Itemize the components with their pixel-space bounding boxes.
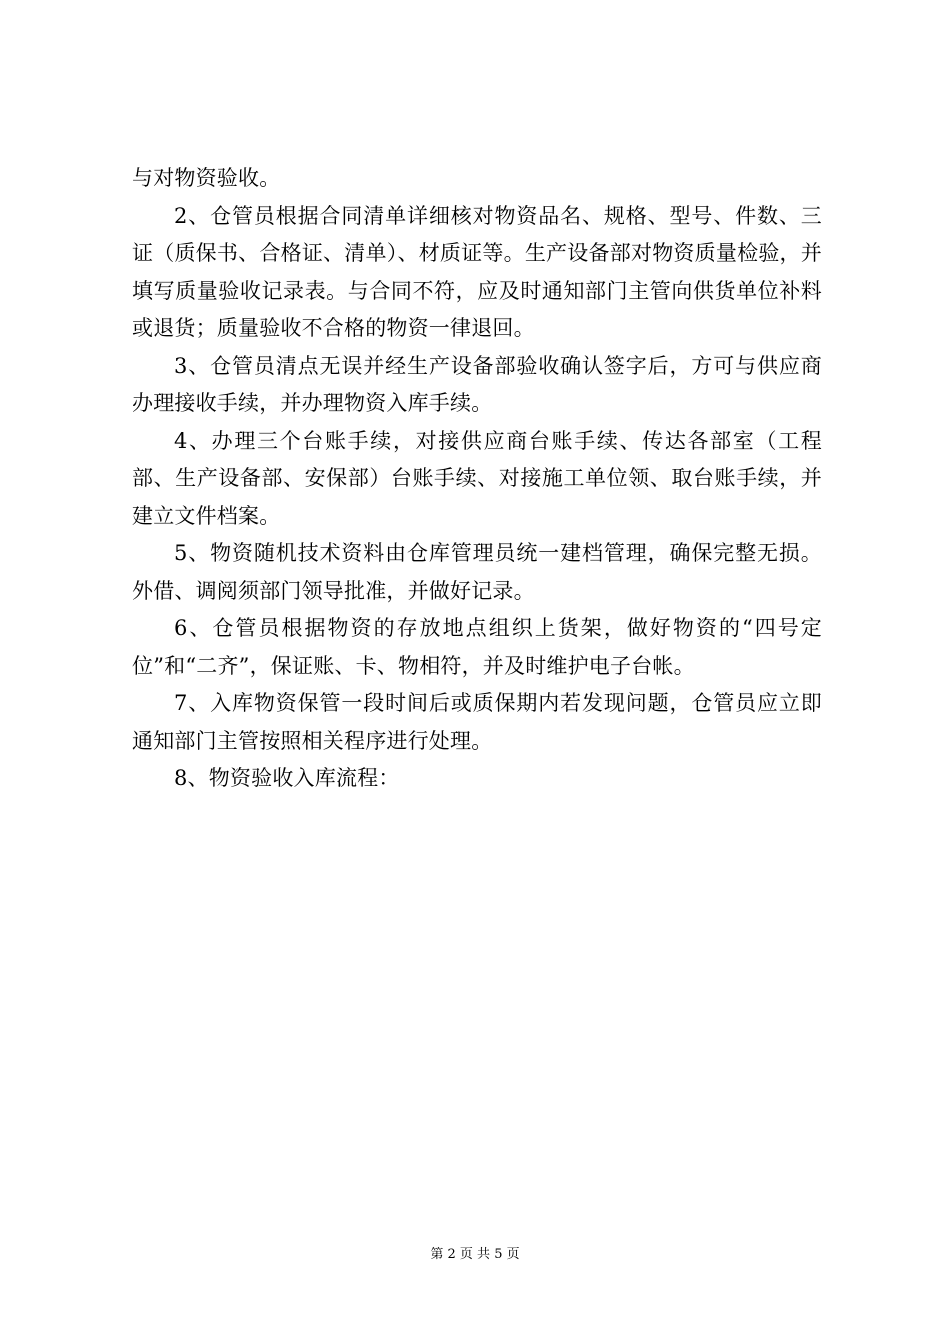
paragraph-item-5: 5、物资随机技术资料由仓库管理员统一建档管理，确保完整无损。外借、调阅须部门领导批准，并做好记录。 (132, 541, 822, 603)
paragraph-item-4: 4、办理三个台账手续，对接供应商台账手续、传达各部室（工程部、生产设备部、安保部）台账手续、对接施工单位领、取台账手续，并建立文件档案。 (132, 428, 822, 528)
paragraph-continuation: 与对物资验收。 (132, 166, 281, 190)
paragraph-item-7: 7、入库物资保管一段时间后或质保期内若发现问题，仓管员应立即通知部门主管按照相关程序进行处理。 (132, 691, 822, 753)
page-number-label: 第 2 页 共 5 页 (430, 1247, 520, 1262)
paragraph-item-2: 2、仓管员根据合同清单详细核对物资品名、规格、型号、件数、三证（质保书、合格证、清单）、材质证等。生产设备部对物资质量检验，并填写质量验收记录表。与合同不符，应及时通知部门主管向供货单位补料或退货；质量验收不合格的物资一律退回。 (132, 203, 822, 340)
document-body (132, 160, 822, 798)
page-footer (0, 1246, 950, 1264)
paragraph-item-8: 8、物资验收入库流程： (174, 766, 400, 790)
paragraph-item-6: 6、仓管员根据物资的存放地点组织上货架，做好物资的“四号定位”和“二齐”，保证账、卡、物相符，并及时维护电子台帐。 (132, 616, 822, 678)
paragraph-item-3: 3、仓管员清点无误并经生产设备部验收确认签字后，方可与供应商办理接收手续，并办理物资入库手续。 (132, 353, 822, 415)
